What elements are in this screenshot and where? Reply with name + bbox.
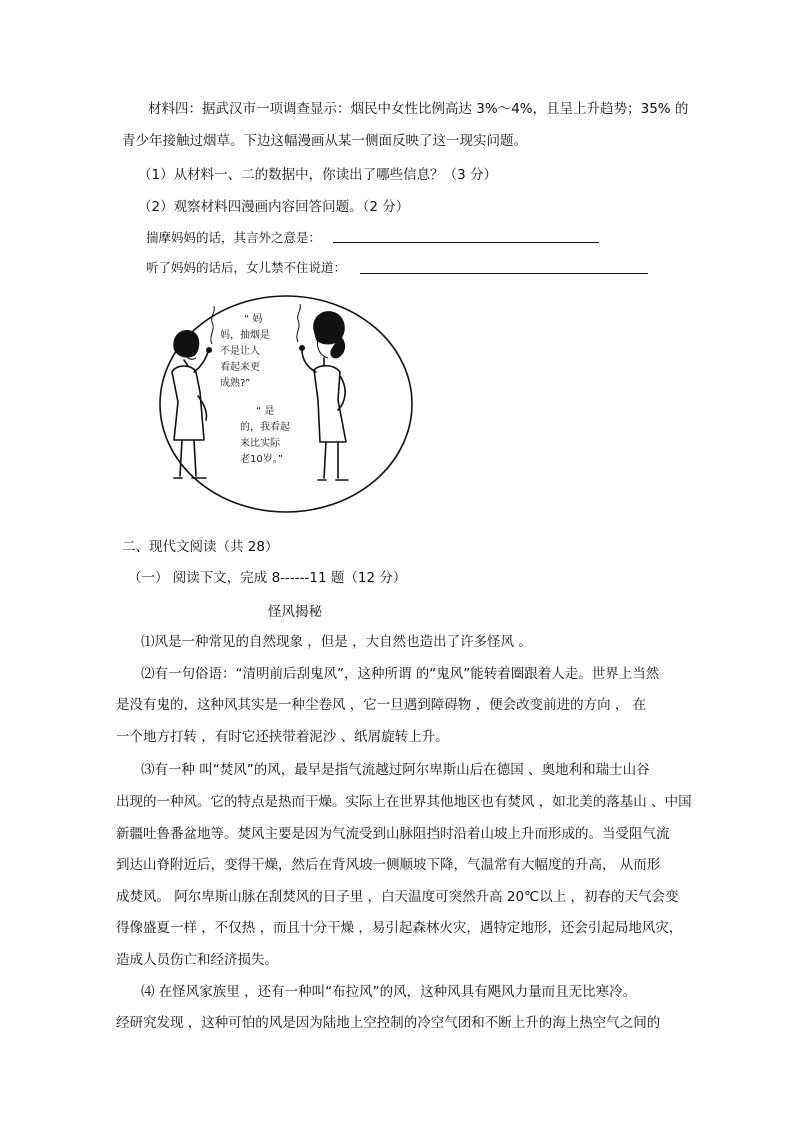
section-2-heading: 二、现代文阅读（共 28） [122,539,279,555]
article-paragraph-4-line-1: ⑷ 在怪风家族里 ，还有一种叫“布拉风”的风，这种风具有飓风力量而且无比寒冷。 [141,984,637,1000]
article-title: 怪风揭秘 [268,604,322,620]
question-2: （2）观察材料四漫画内容回答问题。（2 分） [138,199,410,215]
article-paragraph-4-line-2: 经研究发现 ，这种可怕的风是因为陆地上空控制的冷空气团和不断上升的海上热空气之间的 [116,1015,661,1031]
answer-line-2a[interactable] [333,242,599,243]
section-2-part-1: （一） 阅读下文，完成 8------11 题（12 分） [128,570,407,586]
mother-speech-line-1: “ 是 [256,406,275,417]
smoking-cartoon [152,292,418,518]
article-paragraph-3-line-1: ⑶有一种 叫“焚风”的风，最早是指气流越过阿尔卑斯山后在德国 、奥地利和瑞士山谷 [141,762,650,778]
mother-speech-line-2: 的，我看起 [240,422,290,433]
material4-line2: 青少年接触过烟草。下边这幅漫画从某一侧面反映了这一现实问题。 [122,133,527,149]
daughter-figure [172,306,214,478]
article-paragraph-2-line-3: 一个地方打转 ，有时它还挟带着泥沙 、纸屑旋转上升。 [116,729,449,745]
question-2b-label: 听了妈妈的话后，女儿禁不住说道： [146,260,347,275]
article-paragraph-1: ⑴风是一种常见的自然现象 ，但是 ，大自然也造出了许多怪风 。 [141,634,532,650]
mother-figure [297,304,348,480]
daughter-speech-line-2: 妈，抽烟是 [220,330,270,341]
mother-speech-line-3: 来比实际 [240,438,280,449]
article-paragraph-3-line-5: 成焚风。 阿尔卑斯山脉在刮焚风的日子里 ，白天温度可突然升高 20℃以上 ，初春的天气会变 [116,889,679,905]
cartoon-frame-circle [160,296,412,512]
daughter-speech-bubble [220,312,270,389]
mother-speech-bubble [240,405,290,465]
question-1: （1）从材料一、二的数据中，你读出了哪些信息？（3 分） [138,167,497,183]
answer-line-2b[interactable] [360,273,648,274]
material4-line1: 材料四：据武汉市一项调查显示：烟民中女性比例高达 3%～4%，且呈上升趋势；35% 的 [148,101,689,117]
daughter-speech-line-3: 不是让人 [220,346,260,357]
article-paragraph-3-line-6: 得像盛夏一样 ，不仅热 ，而且十分干燥 ，易引起森林火灾，遇特定地形，还会引起局地风灾， [116,920,683,936]
article-paragraph-2-line-2: 是没有鬼的，这种风其实是一种尘卷风 ，它一旦遇到障碍物 ，便会改变前进的方向 ， 在 [116,697,647,713]
article-paragraph-3-line-3: 新疆吐鲁番盆地等。焚风主要是因为气流受到山脉阻挡时沿着山坡上升而形成的。当受阻气流 [116,826,670,842]
article-paragraph-3-line-2: 出现的一种风。它的特点是热而干燥。实际上在世界其他地区也有焚风 ，如北美的落基山 、中国 [116,794,692,810]
daughter-speech-line-1: “ 妈 [244,314,263,325]
mother-speech-line-4: 老10岁。” [240,454,283,465]
question-2a-label: 揣摩妈妈的话，其言外之意是： [146,230,322,245]
article-paragraph-3-line-7: 造成人员伤亡和经济损失。 [116,952,278,968]
article-paragraph-2-line-1: ⑵有一句俗语：“清明前后刮鬼风”，这种所谓 的“鬼风”能转着圈跟着人走。世界上当然 [141,666,660,682]
daughter-speech-line-4: 看起来更 [220,362,260,373]
article-paragraph-3-line-4: 到达山脊附近后，变得干燥，然后在背风坡一侧顺坡下降，气温常有大幅度的升高， 从而形 [116,857,661,873]
daughter-speech-line-5: 成熟?” [220,378,251,389]
